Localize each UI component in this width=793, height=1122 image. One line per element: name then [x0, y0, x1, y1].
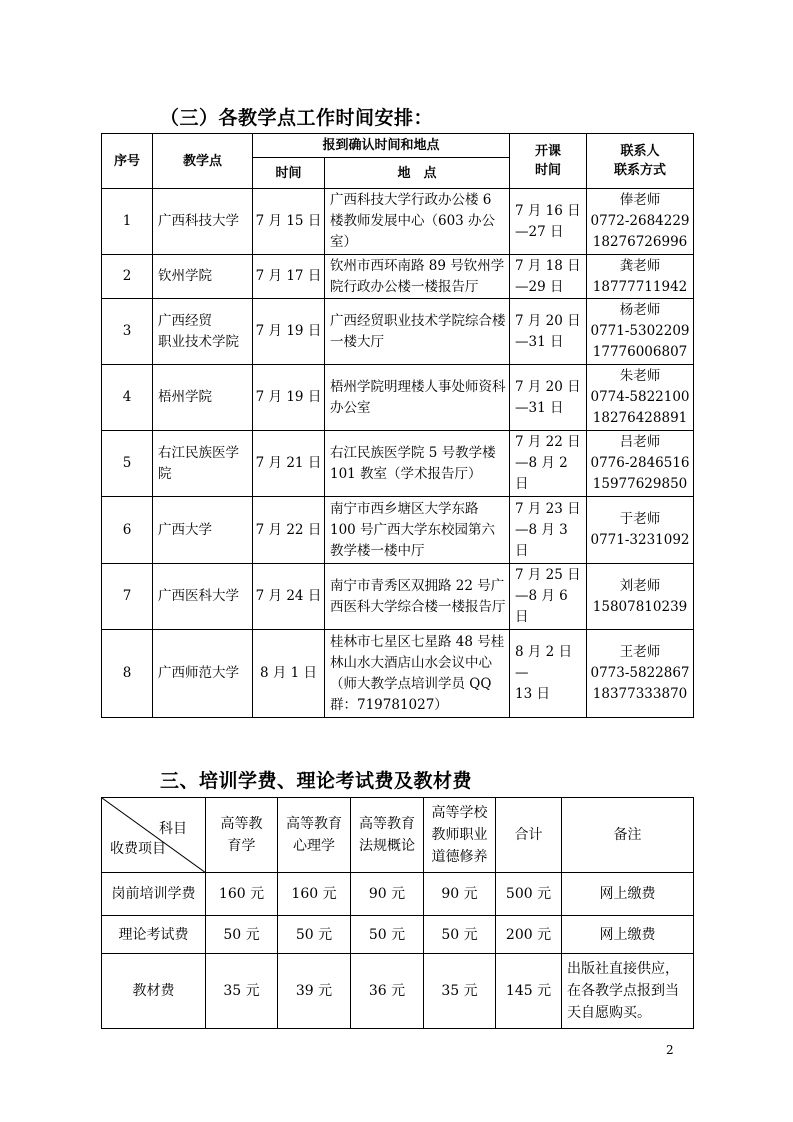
header-site: 教学点	[153, 134, 253, 189]
row-place: 梧州学院明理楼人事处师资科办公室	[325, 365, 510, 431]
fee-value: 35 元	[206, 954, 278, 1029]
row-class: 7 月 23 日 —8 月 3 日	[510, 497, 587, 564]
row-site: 广西师范大学	[153, 630, 253, 718]
fee-value: 90 元	[351, 873, 424, 916]
row-no: 6	[102, 497, 153, 564]
table-row	[102, 299, 694, 365]
fee-item: 岗前培训学费	[102, 873, 206, 916]
diagonal-line	[102, 798, 206, 873]
col-header: 备注	[562, 798, 694, 873]
fee-item: 理论考试费	[102, 916, 206, 954]
row-contact: 俸老师 0772-2684229 18276726996	[587, 189, 694, 255]
page-number: 2	[666, 1043, 674, 1057]
fee-total: 145 元	[496, 954, 562, 1029]
row-no: 4	[102, 365, 153, 431]
table-row	[102, 497, 694, 564]
row-site: 广西医科大学	[153, 564, 253, 630]
row-class: 7 月 22 日 —8 月 2 日	[510, 431, 587, 497]
row-class: 7 月 20 日 —31 日	[510, 299, 587, 365]
fee-note: 出版社直接供应，在各教学点报到当天自愿购买。	[562, 954, 694, 1029]
table-row	[102, 916, 694, 954]
row-class: 7 月 20 日 —31 日	[510, 365, 587, 431]
header-report: 报到确认时间和地点	[253, 134, 510, 158]
row-date: 8 月 1 日	[253, 630, 325, 718]
row-class: 7 月 16 日 —27 日	[510, 189, 587, 255]
row-no: 5	[102, 431, 153, 497]
row-class: 7 月 18 日 —29 日	[510, 255, 587, 299]
fee-note: 网上缴费	[562, 873, 694, 916]
row-contact: 吕老师 0776-2846516 15977629850	[587, 431, 694, 497]
fee-value: 39 元	[278, 954, 351, 1029]
col-header: 高等教 育学	[206, 798, 278, 873]
row-site: 钦州学院	[153, 255, 253, 299]
row-place: 广西经贸职业技术学院综合楼一楼大厅	[325, 299, 510, 365]
fee-total: 200 元	[496, 916, 562, 954]
row-class: 8 月 2 日— 13 日	[510, 630, 587, 718]
row-no: 7	[102, 564, 153, 630]
row-no: 3	[102, 299, 153, 365]
section2-heading: 三、培训学费、理论考试费及教材费	[160, 770, 473, 792]
fee-value: 50 元	[206, 916, 278, 954]
row-place: 右江民族医学院 5 号教学楼 101 教室（学术报告厅）	[325, 431, 510, 497]
fee-value: 160 元	[278, 873, 351, 916]
table-row	[102, 564, 694, 630]
row-date: 7 月 24 日	[253, 564, 325, 630]
col-header: 合计	[496, 798, 562, 873]
col-header: 高等教育 法规概论	[351, 798, 424, 873]
header-class-time: 开课 时间	[510, 134, 587, 189]
row-place: 钦州市西环南路 89 号钦州学院行政办公楼一楼报告厅	[325, 255, 510, 299]
row-date: 7 月 19 日	[253, 299, 325, 365]
fee-value: 90 元	[424, 873, 496, 916]
row-date: 7 月 19 日	[253, 365, 325, 431]
table-row	[102, 255, 694, 299]
row-site: 广西大学	[153, 497, 253, 564]
row-contact: 王老师 0773-5822867 18377333870	[587, 630, 694, 718]
header-place: 地 点	[325, 158, 510, 189]
row-contact: 杨老师 0771-5302209 17776006807	[587, 299, 694, 365]
row-site: 广西科技大学	[153, 189, 253, 255]
header-time: 时间	[253, 158, 325, 189]
row-site: 梧州学院	[153, 365, 253, 431]
row-site: 右江民族医学院	[153, 431, 253, 497]
row-contact: 于老师 0771-3231092	[587, 497, 694, 564]
fee-note: 网上缴费	[562, 916, 694, 954]
row-class: 7 月 25 日 —8 月 6 日	[510, 564, 587, 630]
fee-value: 50 元	[424, 916, 496, 954]
table-row	[102, 189, 694, 255]
col-header: 高等教育 心理学	[278, 798, 351, 873]
row-no: 8	[102, 630, 153, 718]
row-place: 桂林市七星区七星路 48 号桂林山水大酒店山水会议中心（师大教学点培训学员 QQ 群：719781027）	[325, 630, 510, 718]
corner-subject: 科目	[159, 821, 187, 837]
header-no: 序号	[102, 134, 153, 189]
row-place: 南宁市西乡塘区大学东路 100 号广西大学东校园第六教学楼一楼中厅	[325, 497, 510, 564]
row-date: 7 月 21 日	[253, 431, 325, 497]
table-row	[102, 873, 694, 916]
fee-value: 36 元	[351, 954, 424, 1029]
header-contact: 联系人 联系方式	[587, 134, 694, 189]
row-contact: 龚老师 18777711942	[587, 255, 694, 299]
fee-value: 50 元	[351, 916, 424, 954]
table-row	[102, 630, 694, 718]
row-site: 广西经贸 职业技术学院	[153, 299, 253, 365]
table-row	[102, 431, 694, 497]
fee-value: 35 元	[424, 954, 496, 1029]
col-header: 高等学校 教师职业 道德修养	[424, 798, 496, 873]
fee-table	[101, 797, 694, 1029]
corner-item: 收费项目	[110, 841, 166, 857]
row-place: 南宁市青秀区双拥路 22 号广西医科大学综合楼一楼报告厅	[325, 564, 510, 630]
corner-header	[102, 798, 206, 873]
fee-total: 500 元	[496, 873, 562, 916]
fee-item: 教材费	[102, 954, 206, 1029]
row-no: 2	[102, 255, 153, 299]
row-contact: 刘老师 15807810239	[587, 564, 694, 630]
section1-heading: （三）各教学点工作时间安排：	[160, 107, 434, 129]
schedule-table	[101, 133, 694, 718]
table-row	[102, 954, 694, 1029]
row-date: 7 月 22 日	[253, 497, 325, 564]
row-contact: 朱老师 0774-5822100 18276428891	[587, 365, 694, 431]
row-no: 1	[102, 189, 153, 255]
table-row	[102, 365, 694, 431]
fee-value: 50 元	[278, 916, 351, 954]
row-place: 广西科技大学行政办公楼 6 楼教师发展中心（603 办公室）	[325, 189, 510, 255]
row-date: 7 月 15 日	[253, 189, 325, 255]
row-date: 7 月 17 日	[253, 255, 325, 299]
fee-value: 160 元	[206, 873, 278, 916]
